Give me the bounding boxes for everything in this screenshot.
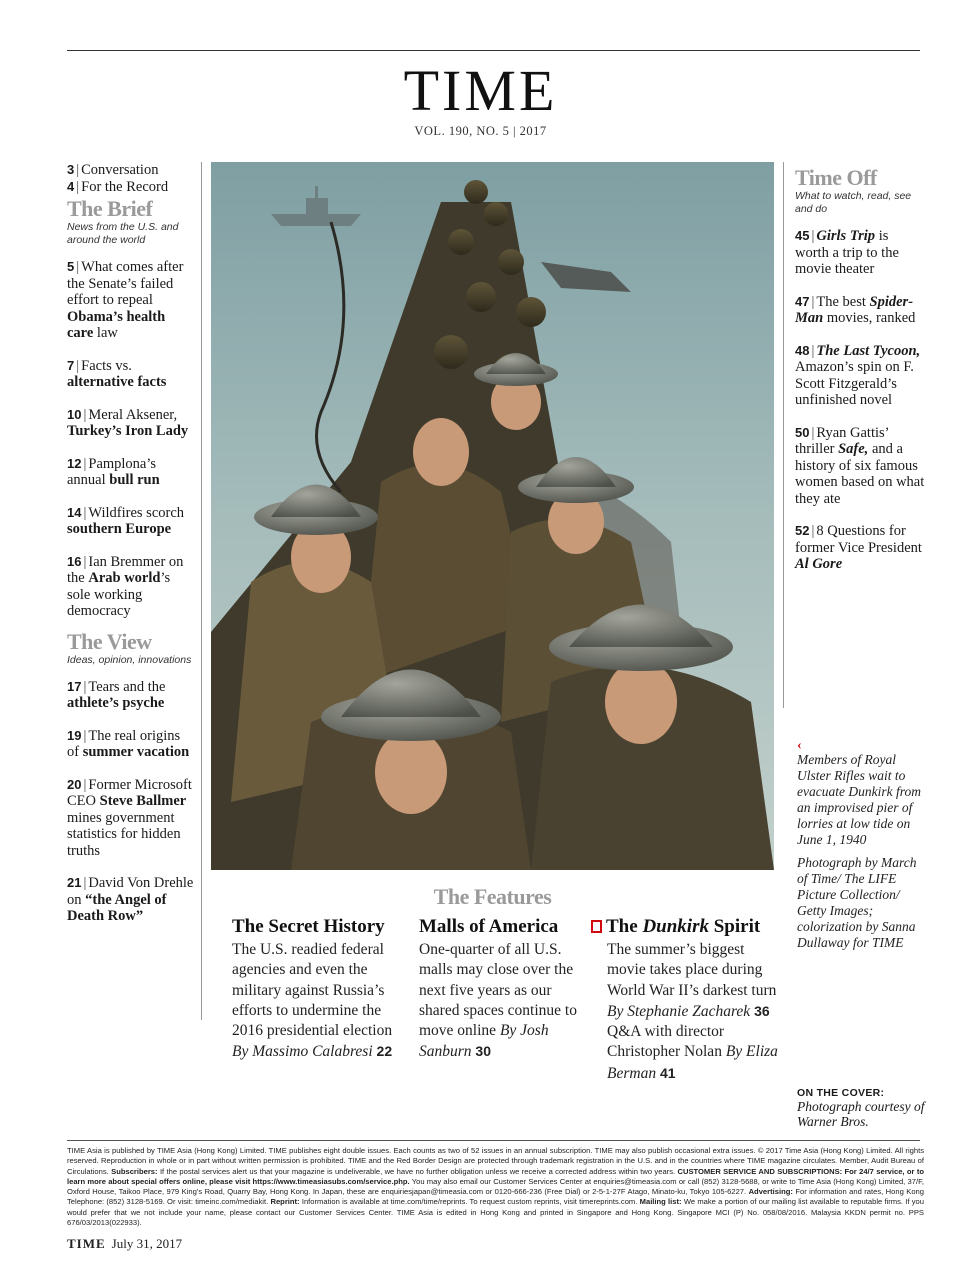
- toc-entry[interactable]: 20 | Former Microsoft CEO Steve Ballmer mines government statistics for hidden truths: [67, 776, 192, 859]
- right-column: [795, 166, 925, 589]
- toc-entry[interactable]: 14 | Wildfires scorch southern Europe: [67, 504, 185, 537]
- toc-entry[interactable]: 21 | David Von Drehle on “the Angel of Death Row”: [67, 875, 194, 924]
- toc-entry[interactable]: 19 | The real origins of summer vacation: [67, 727, 190, 760]
- cover-label: ON THE COVER:: [797, 1087, 885, 1099]
- toc-entry[interactable]: 17 | Tears and the athlete’s psyche: [67, 678, 166, 711]
- left-column: [67, 162, 195, 941]
- publication-fine-print: TIME Asia is published by TIME Asia (Hong Kong) Limited. TIME publishes eight double issues. Each counts as two of 52 issues in an annual subscription. TIME may also publish occasional extra issues. © 2017 Time Asia (Hong Kong) Limited. All rights reserved. Reproduction in whole or in part without written permission is prohibited. TIME and the Red Border Design are protected through trademark registration in the U.S. and in the countries where TIME magazine circulates. Member, Audit Bureau of Circulations. Subscribers: If the postal services alert us that your magazine is undeliverable, we have no further obligation unless we receive a corrected address within two years. CUSTOMER SERVICE AND SUBSCRIPTIONS: For 24/7 service, or to learn more about special offers online, please visit https://www.timeasiasubs.com/service.php. You may also email our Customer Services Center at enquiries@timeasia.com or call (852) 3128-5688, or write to Time Asia (Hong Kong) Limited, 37/F, Oxford House, Taikoo Place, 979 King’s Road, Quarry Bay, Hong Kong. In Japan, these are enquiriesjapan@timeasia.com or 0120-666-236 (Free Dial) or 2-5-1-27F Atago, Minato-ku, Tokyo 105-6227. Advertising: For information and rates, Hong Kong Telephone: (852) 3128-5169. Or visit: timeinc.com/mediakit. Reprint: Information is available at time.com/time/reprints. To request custom reprints, visit timereprints.com. Mailing list: We make a portion of our mailing list available to reputable firms. If you would prefer that we not include your name, please contact our Customer Services Center. TIME Asia is edited in Hong Kong and printed in Singapore and Hong Kong. Singapore MCI (P) No. 058/08/2016. Malaysia KKDN permit no. PPS 676/03/2013(022933).: [67, 1146, 925, 1228]
- photo-illustration: [211, 162, 774, 870]
- folio-mark: TIME: [67, 1236, 106, 1251]
- feature-malls-of-america[interactable]: [419, 916, 595, 1063]
- masthead: [0, 60, 961, 139]
- time-logo: TIME: [403, 58, 558, 123]
- on-the-cover: [797, 1087, 927, 1129]
- brief-description: News from the U.S. and around the world: [67, 221, 179, 246]
- toc-entry[interactable]: 12 | Pamplona’s annual bull run: [67, 455, 160, 488]
- feature-byline-2: By Eliza Berman: [607, 1043, 778, 1082]
- toc-entry[interactable]: 10 | Meral Aksener, Turkey’s Iron Lady: [67, 406, 189, 439]
- left-divider: [201, 162, 202, 1020]
- toc-entry[interactable]: 52 | 8 Questions for former Vice President Al Gore: [795, 523, 922, 572]
- toc-entry[interactable]: 5 | What comes after the Senate’s failed effort to repeal Obama’s health care law: [67, 259, 184, 341]
- feature-page: 22: [376, 1043, 393, 1060]
- cover-photo-soldiers: [211, 162, 774, 870]
- feature-title: Malls of America: [419, 916, 559, 937]
- view-description: Ideas, opinion, innovations: [67, 653, 192, 666]
- feature-secret-history[interactable]: [232, 916, 408, 1063]
- feature-page-2: 41: [659, 1064, 676, 1081]
- toc-entry[interactable]: 47 | The best Spider-Man movies, ranked: [795, 293, 916, 326]
- feature-title: The Secret History: [232, 916, 385, 937]
- volume-line: VOL. 190, NO. 5 | 2017: [414, 124, 547, 138]
- features-heading: The Features: [433, 884, 552, 909]
- feature-page: 30: [475, 1043, 491, 1060]
- red-border-icon: [591, 920, 602, 933]
- toc-entry[interactable]: 7 | Facts vs. alternative facts: [67, 357, 167, 390]
- feature-byline: By Josh Sanburn: [419, 1022, 549, 1061]
- toc-entry[interactable]: 3 | Conversation: [67, 162, 159, 178]
- toc-entry[interactable]: 45 | Girls Trip is worth a trip to the movie theater: [795, 228, 899, 277]
- caption-text: Members of Royal Ulster Rifles wait to evacuate Dunkirk from an improvised pier of lorries at low tide on June 1, 1940: [797, 752, 921, 847]
- photo-credit: Photograph by March of Time/ The LIFE Picture Collection/ Getty Images; colorization by Sanna Dullaway for TIME: [797, 855, 917, 950]
- time-off-description: What to watch, read, see and do: [795, 190, 912, 215]
- feature-description: The summer’s biggest movie takes place during World War II’s darkest turn: [607, 941, 777, 999]
- right-divider: [783, 162, 784, 708]
- top-rule: [67, 50, 920, 51]
- feature-description: The U.S. readied federal agencies and even the military against Russia’s efforts to undermine the 2016 presidential election: [232, 941, 393, 1040]
- view-heading: The View: [67, 628, 152, 654]
- cover-credit: Photograph courtesy of Warner Bros.: [797, 1099, 925, 1129]
- toc-entry[interactable]: 50 | Ryan Gattis’ thriller Safe, and a history of six famous women based on what they ate: [795, 424, 925, 507]
- feature-description-2: Q&A with director Christopher Nolan: [607, 1023, 725, 1061]
- photo-caption: [797, 740, 922, 958]
- feature-page: 36: [754, 1002, 770, 1019]
- folio-date: July 31, 2017: [111, 1236, 183, 1251]
- toc-entry[interactable]: 48 | The Last Tycoon, Amazon’s spin on F. Scott Fitzgerald’s unfinished novel: [795, 342, 921, 408]
- feature-byline: By Stephanie Zacharek: [607, 1002, 751, 1020]
- chevron-left-icon: ‹: [797, 738, 802, 753]
- feature-description: One-quarter of all U.S. malls may close over the next five years as our shared spaces continue to move online: [419, 941, 577, 1040]
- feature-dunkirk-spirit[interactable]: [607, 916, 779, 1084]
- feature-byline: By Massimo Calabresi: [232, 1043, 373, 1061]
- time-off-heading: Time Off: [795, 165, 877, 190]
- brief-heading: The Brief: [67, 196, 153, 221]
- toc-entry[interactable]: 16 | Ian Bremmer on the Arab world’s sole working democracy: [67, 553, 184, 619]
- toc-entry[interactable]: 4 | For the Record: [67, 178, 169, 195]
- folio: [67, 1236, 182, 1252]
- feature-title: The Dunkirk Spirit: [607, 916, 779, 938]
- bottom-rule: [67, 1140, 920, 1141]
